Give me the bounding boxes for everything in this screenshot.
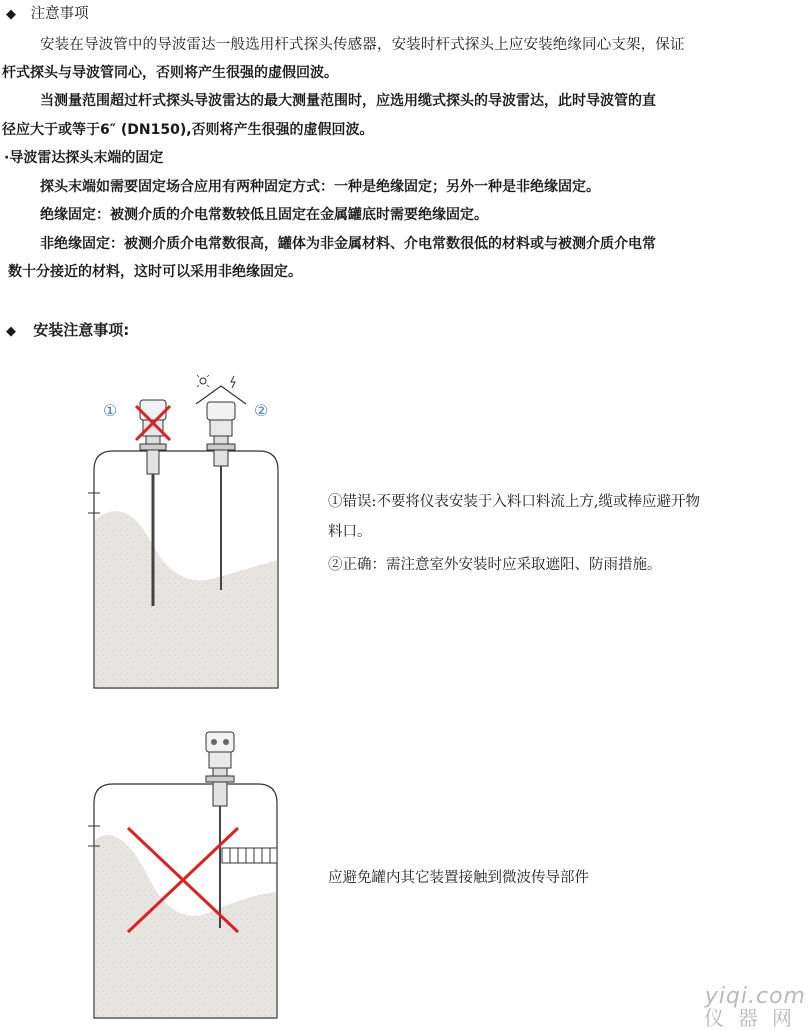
notes-p3: 探头末端如需要固定场合应用有两种固定方式：一种是绝缘固定；另外一种是非绝缘固定。 xyxy=(40,179,600,195)
watermark xyxy=(704,986,806,1028)
notes-sub-heading: ·导波雷达探头末端的固定 xyxy=(4,150,164,166)
figure1-caption-line2: 料口。 xyxy=(328,524,372,540)
tank-2 xyxy=(88,784,277,1018)
notes-p2-line1: 当测量范围超过杆式探头导波雷达的最大测量范围时，应选用缆式探头的导波雷达，此时导波管的直 xyxy=(40,93,656,109)
notes-heading-text: 注意事项 xyxy=(30,6,89,22)
notes-p2-line2: 径应大于或等于6″ (DN150),否则将产生很强的虚假回波。 xyxy=(2,122,374,138)
install-heading-text: 安装注意事项: xyxy=(33,321,130,339)
watermark-line2: 仪器网 xyxy=(704,1006,806,1030)
tank-internal-structure xyxy=(222,848,277,863)
figure1-label-2: ② xyxy=(254,401,269,420)
notes-p5-line1: 非绝缘固定：被测介质介电常数很高，罐体为非金属材料、介电常数很低的材料或与被测介质介电常 xyxy=(40,236,656,252)
notes-p5-line2: 数十分接近的材料，这时可以采用非绝缘固定。 xyxy=(8,264,302,280)
figure1-caption-line3: ②正确：需注意室外安装时应采取遮阳、防雨措施。 xyxy=(328,557,662,573)
figure1-caption-line1: ①错误:不要将仪表安装于入料口料流上方,缆或棒应避开物 xyxy=(328,494,700,510)
diamond-bullet-icon: ◆ xyxy=(6,324,16,339)
notes-p1-line2: 杆式探头与导波管同心，否则将产生很强的虚假回波。 xyxy=(2,65,338,81)
notes-p4: 绝缘固定：被测介质的介电常数较低且固定在金属罐底时需要绝缘固定。 xyxy=(40,207,488,223)
watermark-line1: yiqi.com xyxy=(704,984,806,1009)
figure2-caption: 应避免罐内其它装置接触到微波传导部件 xyxy=(328,870,589,886)
diamond-bullet-icon: ◆ xyxy=(6,7,16,22)
figure1-label-1: ① xyxy=(103,401,118,420)
notes-p1-line1: 安装在导波管中的导波雷达一般选用杆式探头传感器，安装时杆式探头上应安装绝缘同心支架，保证 xyxy=(40,37,685,53)
